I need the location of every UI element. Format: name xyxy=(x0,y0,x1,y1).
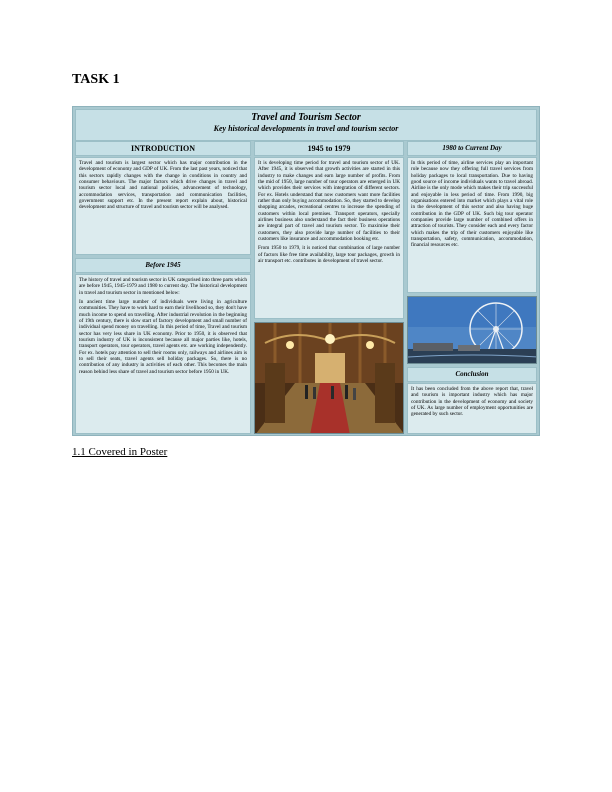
palace-interior-illustration xyxy=(255,323,404,434)
london-eye-illustration xyxy=(408,297,537,364)
period-1980-current-text: In this period of time, airline services play an important role because now they offering full travel services from holiday packages to local transportation. Due to having good source of income individuals wants to travel abroad. Airline is the only mode which makes their trip successful and enjoyable in less period of time. From 1990, big organisations entered into market which plays a vital role in the development of this sector and also having huge contribution in the GDP of UK. Such big tour operator companies provide large number of combined offers in attraction of tourists. They consider each and every factor which makes the trip of their customers enjoyable like transportation, safety, communication, accommodation, financial resources etc. xyxy=(411,160,533,249)
period-1945-1979-text-1: It is developing time period for travel and tourism sector of UK. After 1945, it is observed that growth activities are started in this industry to make changes and earn large number of profits. From the mid of 1950, large number of tour operators are emerged in UK which provides their services with integration of different sectors. For ex. Hotels understand that now customers want more facilities rather than only buying accommodation. So, they started to develop shopping arcades, recreational centres to increase the spending of customers within local premises. Transport operators, specially airlines business also understand the fact their business operations are integral part of travel and tourism sector. To maximise their customers, they also provide large number of facilities to their customers like insurance and accommodation booking etc. xyxy=(258,160,400,243)
introduction-heading: INTRODUCTION xyxy=(75,141,251,156)
poster xyxy=(72,106,540,436)
introduction-box xyxy=(75,157,251,255)
london-eye-photo xyxy=(407,296,537,364)
introduction-text: Travel and tourism is largest sector which has major contribution in the development of economy and GDP of UK. From the last past years, noticed that this sectors rapidly changes with the change in conditions in country and consumer behaviours. The major factors which drive changes in travel and tourism sector local and national policies, advancement of technology, accommodation services, transportation and communication facilities, government support etc. In the present report explain about, historical development and structure of travel and tourism sector will be analysed. xyxy=(79,160,247,211)
poster-title: Travel and Tourism Sector xyxy=(251,112,361,123)
before-1945-box xyxy=(75,274,251,434)
poster-caption: 1.1 Covered in Poster xyxy=(72,446,168,458)
poster-subtitle: Key historical developments in travel and tourism sector xyxy=(213,124,399,133)
before-1945-text-2: In ancient time large number of individuals were living in agriculture communities. They have to work hard to earn their livelihood so, they don't have much income to spend on travelling. After industrial revolution in the beginning of 19th century, there is slow start of factory development and small number of individual spend money on travelling. In this period of time, Travel and tourism sector has very less share in UK economy. Prior to 1950, it is observed that tourism industry of UK is inconsistent because all major parties like, hotels, transport operators, tour operators, travel agents etc. are working independently. For ex. hotels pay attention to sell their rooms only, railways and airlines aim is to sell their seats, travel agents sell holiday packages. So, there is no contribution of any industry in activities of each other. This becomes the main reason behind less share of travel and tourism sector before 1950 in UK. xyxy=(79,299,247,375)
before-1945-heading: Before 1945 xyxy=(75,258,251,273)
period-1980-current-box xyxy=(407,157,537,293)
period-1945-1979-heading: 1945 to 1979 xyxy=(254,141,404,156)
palace-interior-photo xyxy=(254,322,404,434)
period-1945-1979-text-2: From 1950 to 1979, it is noticed that combination of large number of factors like free time availability, large tour packages, growth in air transport etc. contributes in development of travel sector. xyxy=(258,245,400,265)
period-1945-1979-box xyxy=(254,157,404,319)
poster-header xyxy=(75,109,537,141)
conclusion-text: It has been concluded from the above report that, travel and tourism is important industry which has major contribution in the development of economy and society of UK. As large number of employment opportunities are generated by such sector. xyxy=(411,386,533,418)
before-1945-text-1: The history of travel and tourism sector in UK categorised into three parts which are before 1945, 1945-1979 and 1980 to current day. The historical development in travel and tourism sector in mentioned below: xyxy=(79,277,247,296)
task-heading: TASK 1 xyxy=(72,72,120,87)
conclusion-heading: Conclusion xyxy=(407,367,537,382)
period-1980-current-heading: 1980 to Current Day xyxy=(407,141,537,156)
conclusion-box xyxy=(407,383,537,434)
